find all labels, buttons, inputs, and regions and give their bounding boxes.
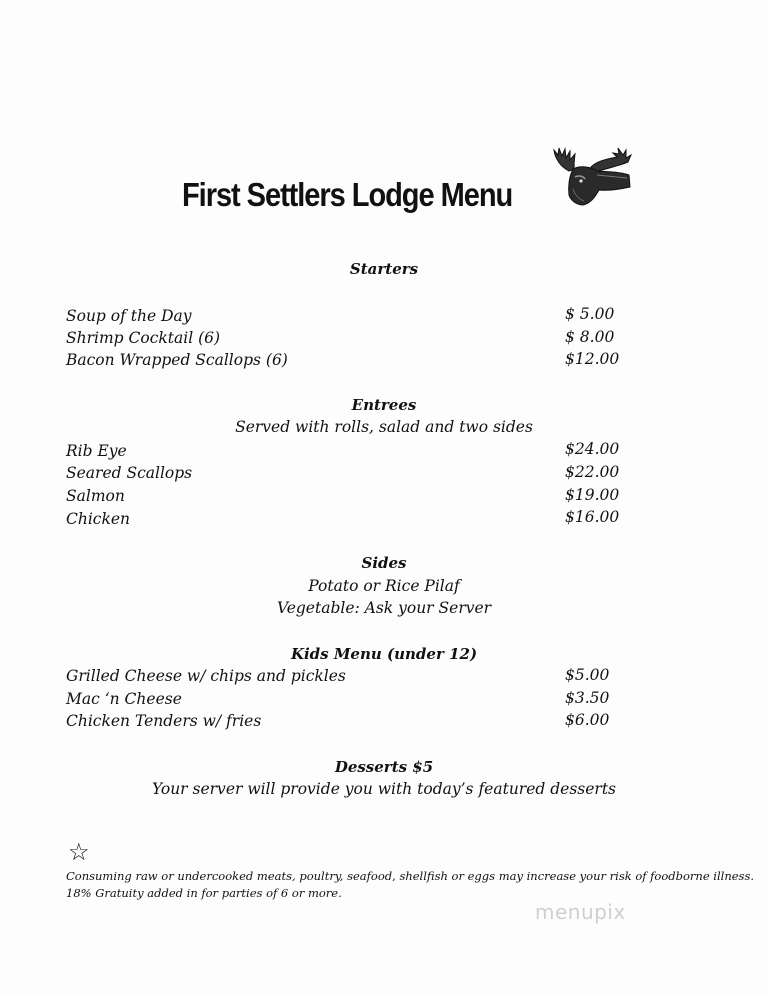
menu-item-price: $5.00 [565, 666, 610, 684]
gratuity-note: 18% Gratuity added in for parties of 6 or more. [66, 886, 342, 900]
menu-item-name: Grilled Cheese w/ chips and pickles [66, 667, 346, 685]
entrees-heading: Entrees [351, 396, 417, 414]
menu-item-name: Chicken Tenders w/ fries [66, 712, 262, 730]
sides-line: Vegetable: Ask your Server [276, 599, 492, 617]
menu-item-price: $6.00 [565, 711, 610, 729]
menu-item-name: Soup of the Day [66, 307, 192, 325]
sides-line: Potato or Rice Pilaf [308, 577, 460, 595]
menu-item-name: Bacon Wrapped Scallops (6) [66, 351, 288, 369]
menu-item-price: $24.00 [565, 440, 620, 458]
menu-item-price: $3.50 [565, 689, 610, 707]
desserts-heading: Desserts $5 [334, 758, 434, 776]
menu-item-name: Shrimp Cocktail (6) [66, 329, 221, 347]
menu-item-price: $12.00 [565, 350, 620, 368]
menu-item-name: Salmon [66, 487, 125, 505]
menu-item-name: Mac ‘n Cheese [66, 690, 182, 708]
starters-heading: Starters [349, 260, 419, 278]
entrees-subtitle: Served with rolls, salad and two sides [235, 418, 533, 436]
menu-item-name: Rib Eye [66, 442, 127, 460]
menu-item-price: $ 8.00 [565, 328, 615, 346]
foodborne-warning: Consuming raw or undercooked meats, poultry, seafood, shellfish or eggs may increase your risk of foodborne illness. [66, 869, 755, 883]
moose-head-icon [551, 145, 633, 207]
sides-heading: Sides [361, 554, 407, 572]
desserts-line: Your server will provide you with today’s featured desserts [151, 780, 617, 798]
watermark: menupix [535, 900, 626, 924]
menu-title: First Settlers Lodge Menu [182, 176, 513, 213]
menu-item-price: $ 5.00 [565, 305, 615, 323]
menu-item-price: $19.00 [565, 486, 620, 504]
star-outline-icon: ☆ [68, 838, 90, 866]
menu-item-price: $22.00 [565, 463, 620, 481]
kids-menu-heading: Kids Menu (under 12) [290, 645, 478, 663]
menu-item-price: $16.00 [565, 508, 620, 526]
menu-item-name: Chicken [66, 510, 131, 528]
menu-item-name: Seared Scallops [66, 464, 193, 482]
